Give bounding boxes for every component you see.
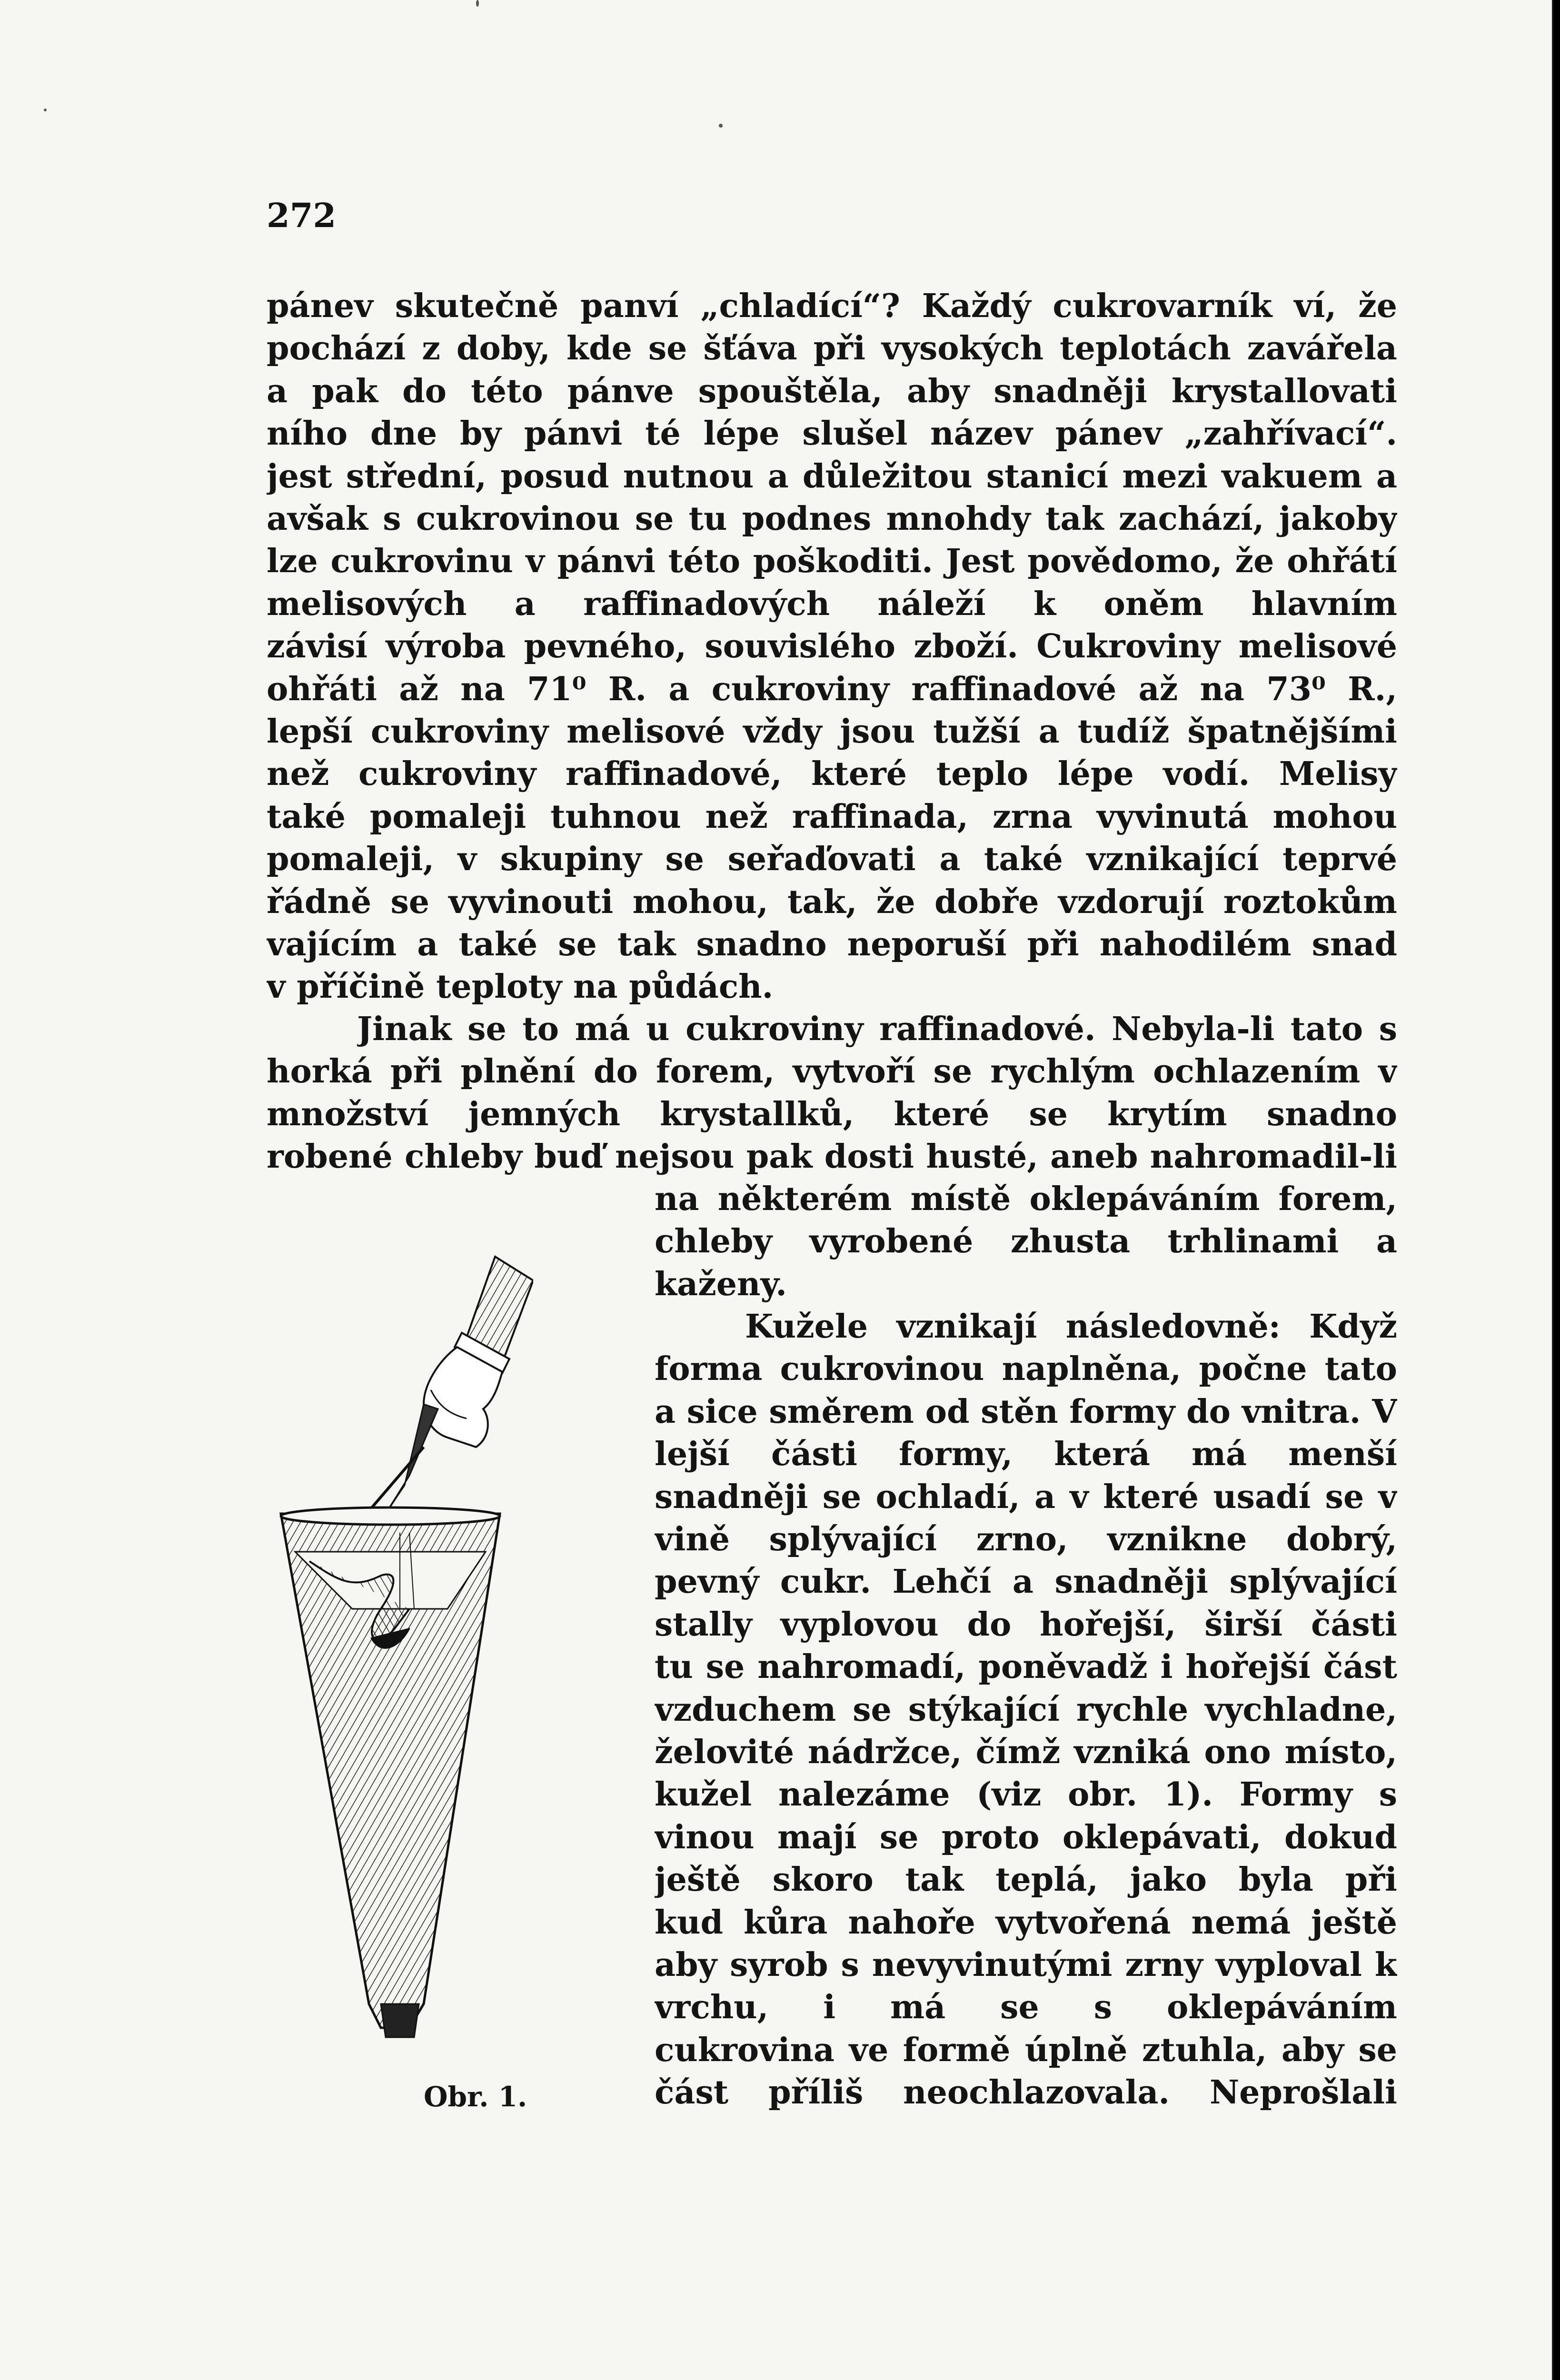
dust-speck xyxy=(476,0,479,7)
text-line: robené chleby buď nejsou pak dosti husté, aneb nahromadil-li xyxy=(267,1138,1397,1176)
text-line: ještě skoro tak teplá, jako byla při xyxy=(655,1861,1397,1899)
text-line: vrchu, i má se s oklepáváním xyxy=(655,1988,1397,2027)
hand-icon xyxy=(367,1257,533,1514)
figure-caption: Obr. 1. xyxy=(424,2081,527,2113)
text-line: tu se nahromadí, poněvadž i hořejší část xyxy=(655,1648,1397,1686)
text-line: chleby vyrobené zhusta trhlinami a xyxy=(655,1222,1397,1261)
text-line: také pomaleji tuhnou než raffinada, zrna vyvinutá mohou xyxy=(267,797,1397,836)
dust-speck xyxy=(719,124,723,128)
text-line: a pak do této pánve spouštěla, aby snadněji krystallovati xyxy=(267,372,1397,410)
text-line: Jinak se to má u cukroviny raffinadové. Nebyla-li tato s xyxy=(357,1010,1397,1048)
text-line: stally vyplovou do hořejší, širší části xyxy=(655,1605,1397,1644)
text-line: řádně se vyvinouti mohou, tak, že dobře vzdorují roztokům xyxy=(267,883,1397,921)
text-line: lze cukrovinu v pánvi této poškoditi. Jest povědomo, že ohřátí xyxy=(267,542,1397,581)
text-line: avšak s cukrovinou se tu podnes mnohdy tak zachází, jakoby xyxy=(267,500,1397,538)
text-line: aby syrob s nevyvinutými zrny vyploval k xyxy=(655,1946,1397,1984)
text-line: jest střední, posud nutnou a důležitou stanicí mezi vakuem a xyxy=(267,457,1397,496)
sugar-cone-mold-icon xyxy=(281,1507,500,2037)
text-line: kužel nalezáme (viz obr. 1). Formy s xyxy=(655,1775,1397,1814)
text-line: vině splývající zrno, vznikne dobrý, xyxy=(655,1520,1397,1558)
text-line: lepší cukroviny melisové vždy jsou tužší a tudíž špatnějšími xyxy=(267,713,1397,751)
text-line: ního dne by pánvi té lépe slušel název pánev „zahřívací“. xyxy=(267,415,1397,453)
text-line: snadněji se ochladí, a v které usadí se v xyxy=(655,1478,1397,1516)
dust-speck xyxy=(44,109,47,111)
text-line: vinou mají se proto oklepávati, dokud xyxy=(655,1818,1397,1856)
text-line: část příliš neochlazovala. Neprošlali xyxy=(655,2073,1397,2112)
text-line: závisí výroba pevného, souvislého zboží. Cukroviny melisové xyxy=(267,627,1397,666)
text-line: množství jemných krystallků, které se krytím snadno xyxy=(267,1095,1397,1133)
text-line: Kužele vznikají následovně: Když xyxy=(745,1308,1397,1346)
text-line: kud kůra nahoře vytvořená nemá ještě xyxy=(655,1903,1397,1942)
text-line: lejší části formy, která má menší xyxy=(655,1435,1397,1474)
text-line: pánev skutečně panví „chladící“? Každý cukrovarník ví, že xyxy=(267,287,1397,325)
text-line: forma cukrovinou naplněna, počne tato xyxy=(655,1350,1397,1388)
text-line: horká při plnění do forem, vytvoří se rychlým ochlazením v xyxy=(267,1052,1397,1091)
text-line: pomaleji, v skupiny se seřaďovati a také vznikající teprvé xyxy=(267,840,1397,879)
text-line: a sice směrem od stěn formy do vnitra. V xyxy=(655,1392,1397,1431)
text-line: vzduchem se stýkající rychle vychladne, xyxy=(655,1690,1397,1729)
text-line: než cukroviny raffinadové, které teplo lépe vodí. Melisy xyxy=(267,755,1397,793)
text-line: v příčině teploty na půdách. xyxy=(267,968,774,1006)
text-line: na některém místě oklepáváním forem, xyxy=(655,1180,1397,1218)
sugar-mold-figure xyxy=(267,1247,533,2066)
text-line: kaženy. xyxy=(655,1265,787,1303)
text-line: želovité nádržce, čímž vzniká ono místo, xyxy=(655,1733,1397,1771)
text-line: melisových a raffinadových náleží k oněm hlavním xyxy=(267,585,1397,623)
text-line: cukrovina ve formě úplně ztuhla, aby se xyxy=(655,2031,1397,2069)
text-line: pochází z doby, kde se šťáva při vysokých teplotách zavářela xyxy=(267,329,1397,368)
page-number: 272 xyxy=(267,196,337,235)
text-line: ohřáti až na 71⁰ R. a cukroviny raffinadové až na 73⁰ R., xyxy=(267,670,1397,708)
text-line: pevný cukr. Lehčí a snadněji splývající xyxy=(655,1563,1397,1601)
text-line: vajícím a také se tak snadno neporuší při nahodilém snad xyxy=(267,925,1397,963)
